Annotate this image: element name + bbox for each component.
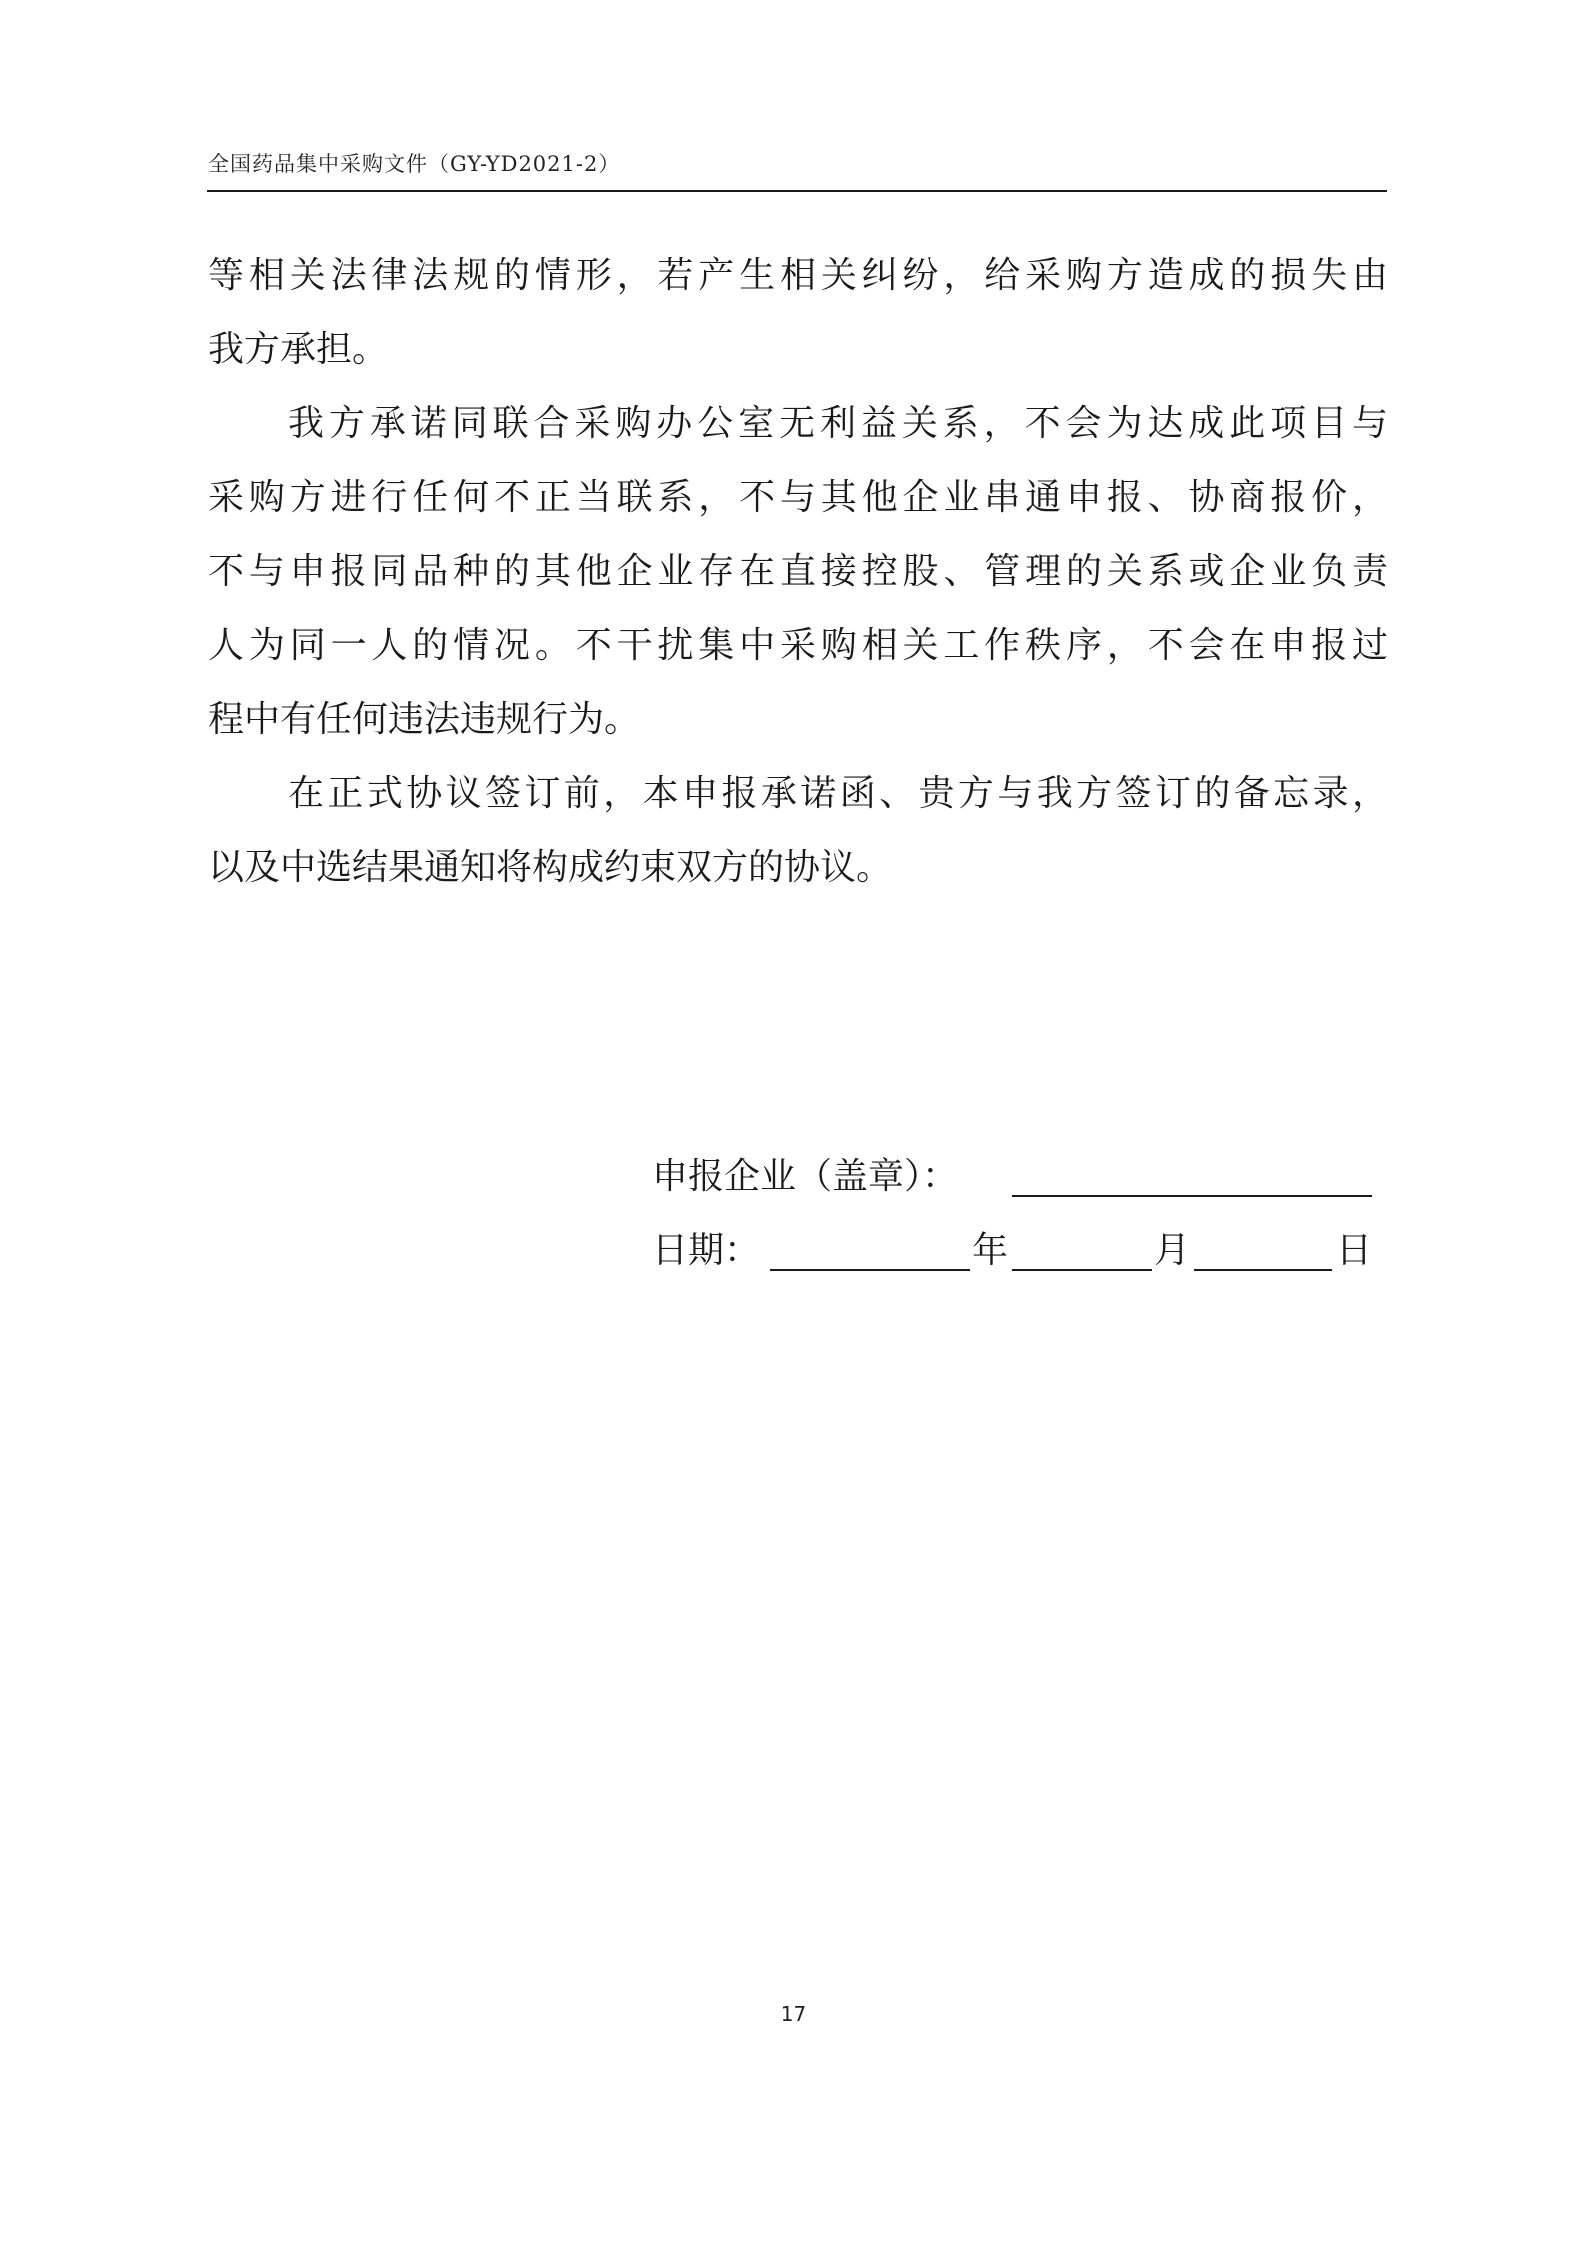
company-seal-blank-line [1012, 1195, 1372, 1197]
paragraph2-line4: 人为同一人的情况。不干扰集中采购相关工作秩序，不会在申报过 [208, 625, 1388, 666]
paragraph2-line2: 采购方进行任何不正当联系，不与其他企业串通申报、协商报价， [208, 477, 1388, 518]
document-header-title: 全国药品集中采购文件（GY-YD2021-2） [208, 152, 621, 176]
paragraph1-line2: 我方承担。 [208, 329, 389, 370]
paragraph1-line1: 等相关法律法规的情形，若产生相关纠纷，给采购方造成的损失由 [208, 255, 1388, 296]
paragraph2-line3: 不与申报同品种的其他企业存在直接控股、管理的关系或企业负责 [208, 551, 1388, 592]
month-blank-line [1012, 1269, 1152, 1271]
year-unit-label: 年 [972, 1230, 1009, 1271]
header-divider [207, 190, 1387, 192]
day-blank-line [1194, 1269, 1332, 1271]
date-label: 日期： [652, 1230, 761, 1271]
page-number: 17 [780, 2002, 807, 2026]
paragraph2-line1: 我方承诺同联合采购办公室无利益关系，不会为达成此项目与 [288, 403, 1388, 444]
month-unit-label: 月 [1154, 1230, 1191, 1271]
paragraph2-line5: 程中有任何违法违规行为。 [208, 699, 641, 740]
company-seal-label: 申报企业（盖章）： [652, 1156, 959, 1197]
paragraph3-line2: 以及中选结果通知将构成约束双方的协议。 [208, 847, 893, 888]
year-blank-line [770, 1269, 970, 1271]
paragraph3-line1: 在正式协议签订前，本申报承诺函、贵方与我方签订的备忘录， [288, 773, 1388, 814]
day-unit-label: 日 [1336, 1230, 1373, 1271]
